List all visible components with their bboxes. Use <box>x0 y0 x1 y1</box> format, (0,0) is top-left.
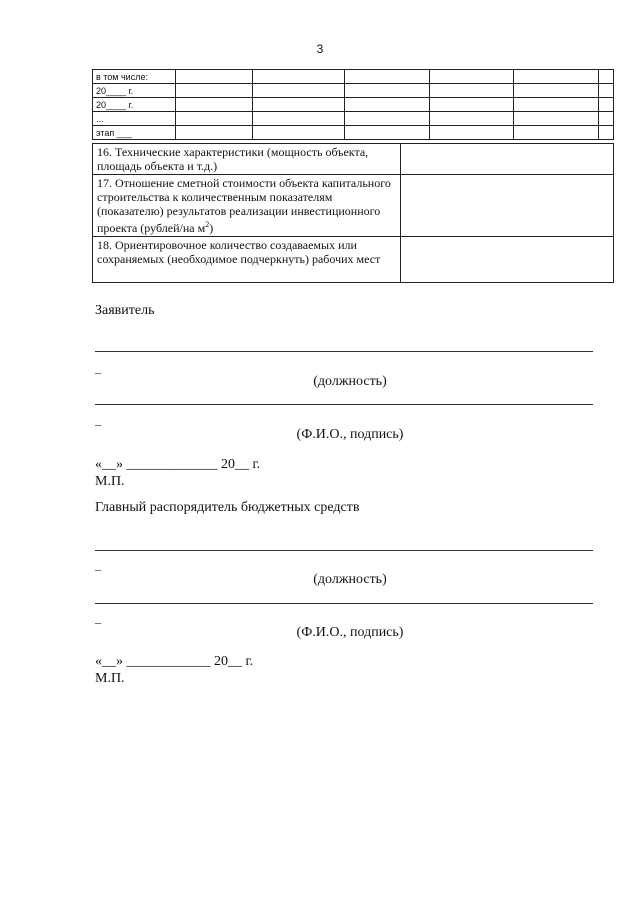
budget-manager-stamp: М.П. <box>95 671 125 686</box>
applicant-name-caption: (Ф.И.О., подпись) <box>296 427 404 442</box>
table-row <box>93 98 614 112</box>
row-17-label: 17. Отношение сметной стоимости объекта капитального строительства к количественным показателям (показателю) результатов реализации инвестиционного проекта (рублей/на $м^2$) <box>93 175 401 237</box>
budget-manager-position-caption: (должность) <box>313 572 387 587</box>
period-cell[interactable] <box>430 98 514 112</box>
budget-manager-name-caption: (Ф.И.О., подпись) <box>296 625 404 640</box>
period-cell[interactable] <box>514 112 599 126</box>
applicant-position-line[interactable] <box>95 351 593 352</box>
row-17-value[interactable] <box>401 175 614 237</box>
period-cell[interactable] <box>176 70 253 84</box>
period-cell[interactable] <box>430 84 514 98</box>
period-cell[interactable] <box>345 126 430 140</box>
period-cell[interactable] <box>430 126 514 140</box>
applicant-dash-2: _ <box>95 413 101 427</box>
table-row <box>93 126 614 140</box>
table-row <box>93 144 614 175</box>
period-cell[interactable] <box>345 112 430 126</box>
budget-manager-date[interactable]: «__» ____________ 20__ г. <box>95 654 254 669</box>
characteristics-table <box>92 143 614 283</box>
period-cell[interactable] <box>253 84 345 98</box>
row-18-label: 18. Ориентировочное количество создаваемых или сохраняемых (необходимое подчеркнуть) рабочих мест <box>93 237 401 283</box>
period-label: ... <box>93 112 176 126</box>
table-row <box>93 84 614 98</box>
period-cell[interactable] <box>430 70 514 84</box>
period-cell[interactable] <box>253 126 345 140</box>
period-cell[interactable] <box>176 112 253 126</box>
period-cell[interactable] <box>599 112 614 126</box>
period-cell[interactable] <box>345 98 430 112</box>
applicant-position-caption: (должность) <box>313 374 387 389</box>
budget-manager-name-line[interactable] <box>95 603 593 604</box>
applicant-name-line[interactable] <box>95 404 593 405</box>
budget-manager-dash-1: _ <box>95 558 101 572</box>
period-cell[interactable] <box>599 84 614 98</box>
period-cell[interactable] <box>599 98 614 112</box>
period-label: в том числе: <box>93 70 176 84</box>
period-table <box>92 69 614 140</box>
budget-manager-title: Главный распорядитель бюджетных средств <box>95 500 360 515</box>
period-cell[interactable] <box>599 70 614 84</box>
applicant-date[interactable]: «__» _____________ 20__ г. <box>95 457 261 472</box>
applicant-title: Заявитель <box>95 303 155 318</box>
table-row <box>93 70 614 84</box>
table-row <box>93 112 614 126</box>
period-cell[interactable] <box>253 112 345 126</box>
period-label: 20____ г. <box>93 84 176 98</box>
budget-manager-position-line[interactable] <box>95 550 593 551</box>
table-row <box>93 175 614 237</box>
period-cell[interactable] <box>253 98 345 112</box>
period-cell[interactable] <box>430 112 514 126</box>
period-cell[interactable] <box>345 70 430 84</box>
table-row <box>93 237 614 283</box>
row-18-value[interactable] <box>401 237 614 283</box>
period-cell[interactable] <box>514 98 599 112</box>
period-cell[interactable] <box>176 98 253 112</box>
applicant-dash-1: _ <box>95 361 101 375</box>
period-cell[interactable] <box>176 126 253 140</box>
row-16-label: 16. Технические характеристики (мощность объекта, площадь объекта и т.д.) <box>93 144 401 175</box>
period-cell[interactable] <box>514 84 599 98</box>
period-cell[interactable] <box>514 70 599 84</box>
period-cell[interactable] <box>176 84 253 98</box>
period-cell[interactable] <box>345 84 430 98</box>
period-cell[interactable] <box>514 126 599 140</box>
budget-manager-dash-2: _ <box>95 611 101 625</box>
period-cell[interactable] <box>253 70 345 84</box>
period-cell[interactable] <box>599 126 614 140</box>
period-label: 20____ г. <box>93 98 176 112</box>
applicant-stamp: М.П. <box>95 474 125 489</box>
row-16-value[interactable] <box>401 144 614 175</box>
page-number: 3 <box>316 42 324 56</box>
period-label: этап ___ <box>93 126 176 140</box>
